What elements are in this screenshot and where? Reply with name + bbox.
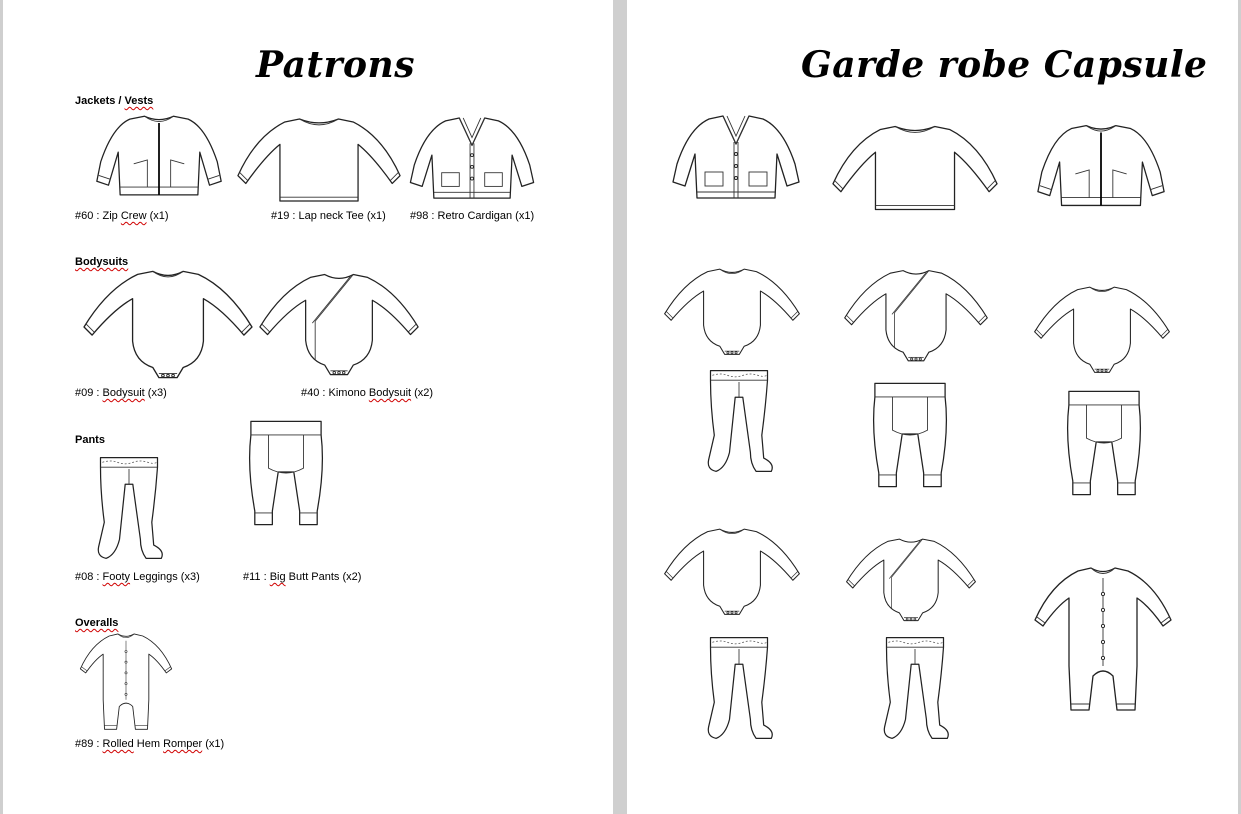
- section-heading-pants: Pants: [75, 434, 105, 446]
- big-butt-pants-icon: [1065, 386, 1143, 500]
- bodysuit-icon: [663, 266, 801, 360]
- bodysuit-icon: [82, 270, 254, 382]
- retro-cardigan-icon: [671, 114, 801, 204]
- patterns-page: [3, 0, 613, 814]
- kimono-bodysuit-icon: [845, 534, 977, 628]
- caption-bodysuit: #09 : Bodysuit (x3): [75, 387, 167, 399]
- section-heading-overalls: Overalls: [75, 617, 119, 629]
- capsule-page: [627, 0, 1238, 814]
- big-butt-pants-icon: [871, 378, 949, 492]
- big-butt-pants-icon: [247, 416, 325, 530]
- zip-crew-jacket-icon: [91, 112, 227, 202]
- bodysuit-icon: [663, 526, 801, 620]
- lap-neck-tee-icon: [831, 124, 999, 214]
- caption-footy-leggings: #08 : Footy Leggings (x3): [75, 571, 200, 583]
- lap-neck-tee-icon: [236, 116, 402, 206]
- kimono-bodysuit-icon: [843, 266, 989, 368]
- section-heading-jackets: Jackets / Vests: [75, 95, 154, 107]
- caption-retro-cardigan: #98 : Retro Cardigan (x1): [410, 210, 535, 222]
- retro-cardigan-icon: [408, 116, 536, 204]
- rolled-hem-romper-icon: [79, 632, 173, 734]
- page-title: Patrons: [256, 44, 415, 86]
- kimono-bodysuit-icon: [258, 270, 420, 382]
- rolled-hem-romper-icon: [1033, 566, 1173, 716]
- page-title: Garde robe Capsule: [801, 44, 1208, 86]
- caption-rolled-hem-romper: #89 : Rolled Hem Romper (x1): [75, 738, 225, 750]
- caption-zip-crew: #60 : Zip Crew (x1): [75, 210, 169, 222]
- bodysuit-icon: [1033, 284, 1171, 378]
- caption-kimono-bodysuit: #40 : Kimono Bodysuit (x2): [301, 387, 434, 399]
- section-heading-bodysuits: Bodysuits: [75, 256, 129, 268]
- caption-big-butt-pants: #11 : Big Butt Pants (x2): [243, 571, 362, 583]
- footy-leggings-icon: [701, 632, 777, 744]
- footy-leggings-icon: [877, 632, 953, 744]
- footy-leggings-icon: [91, 452, 167, 564]
- caption-lap-neck-tee: #19 : Lap neck Tee (x1): [271, 210, 386, 222]
- zip-crew-jacket-icon: [1032, 122, 1170, 212]
- footy-leggings-icon: [701, 365, 777, 477]
